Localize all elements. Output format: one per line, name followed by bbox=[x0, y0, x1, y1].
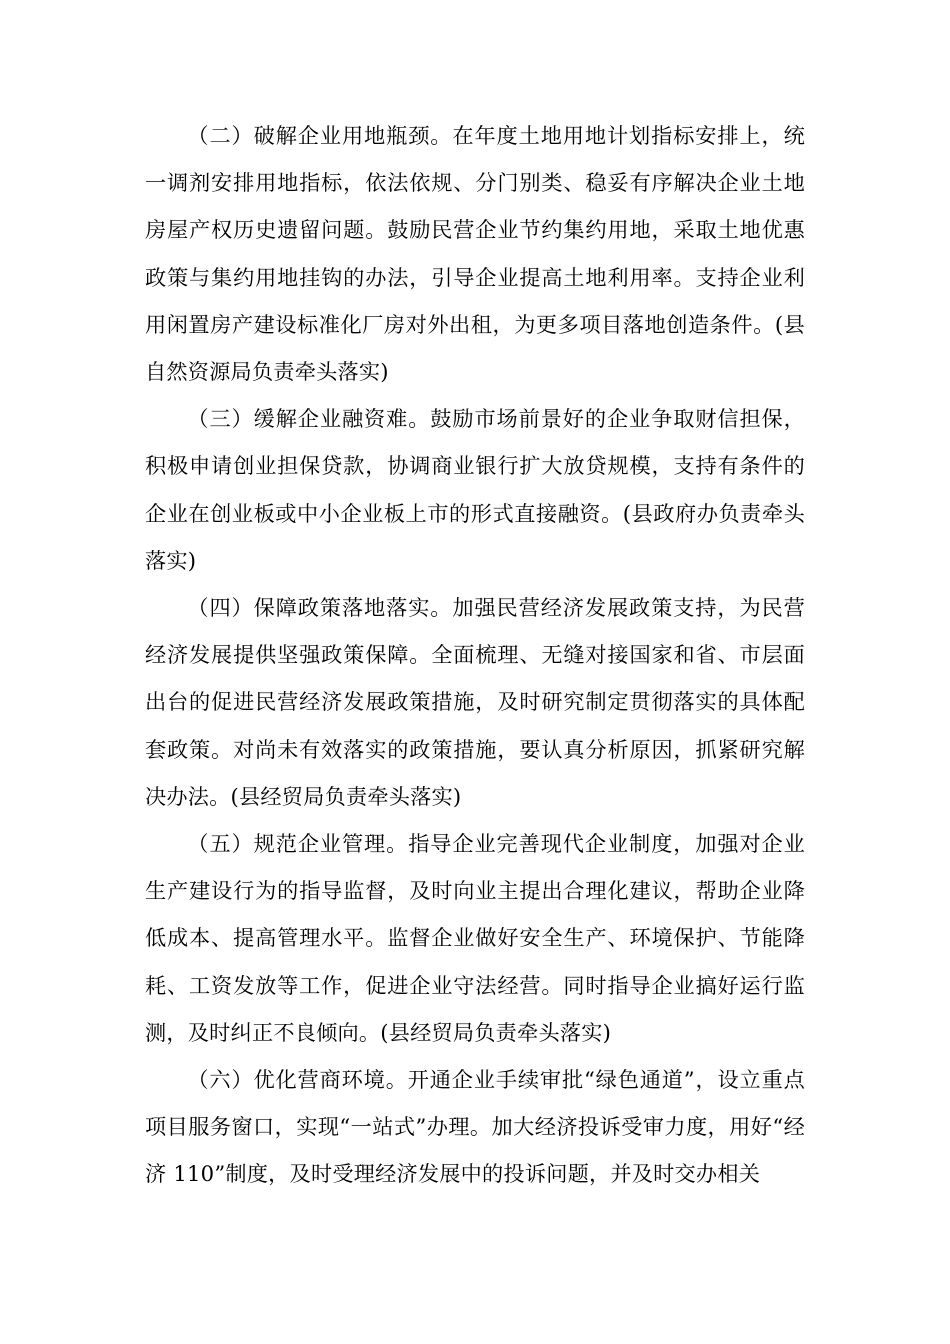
document-page bbox=[145, 112, 805, 1198]
paragraph-land-use: （二）破解企业用地瓶颈。在年度土地用地计划指标安排上，统一调剂安排用地指标，依法依规、分门别类、稳妥有序解决企业土地房屋产权历史遗留问题。鼓励民营企业节约集约用地，采取土地优惠政策与集约用地挂钩的办法，引导企业提高土地利用率。支持企业利用闲置房产建设标准化厂房对外出租，为更多项目落地创造条件。(县自然资源局负责牵头落实) bbox=[145, 123, 805, 385]
paragraph-business-environment: （六）优化营商环境。开通企业手续审批“绿色通道”，设立重点项目服务窗口，实现“一站式”办理。加大经济投诉受审力度，用好“经济 110”制度，及时受理经济发展中的投诉问题，并及时交办相关 bbox=[145, 1067, 805, 1187]
paragraph-enterprise-management: （五）规范企业管理。指导企业完善现代企业制度，加强对企业生产建设行为的指导监督，及时向业主提出合理化建议，帮助企业降低成本、提高管理水平。监督企业做好安全生产、环境保护、节能降耗、工资发放等工作，促进企业守法经营。同时指导企业搞好运行监测，及时纠正不良倾向。(县经贸局负责牵头落实) bbox=[145, 831, 805, 1045]
paragraph-financing: （三）缓解企业融资难。鼓励市场前景好的企业争取财信担保，积极申请创业担保贷款，协调商业银行扩大放贷规模，支持有条件的企业在创业板或中小企业板上市的形式直接融资。(县政府办负责牵头落实) bbox=[145, 406, 805, 573]
paragraph-policy-implementation: （四）保障政策落地落实。加强民营经济发展政策支持，为民营经济发展提供坚强政策保障。全面梳理、无缝对接国家和省、市层面出台的促进民营经济发展政策措施，及时研究制定贯彻落实的具体配套政策。对尚未有效落实的政策措施，要认真分析原因，抓紧研究解决办法。(县经贸局负责牵头落实) bbox=[145, 595, 805, 809]
